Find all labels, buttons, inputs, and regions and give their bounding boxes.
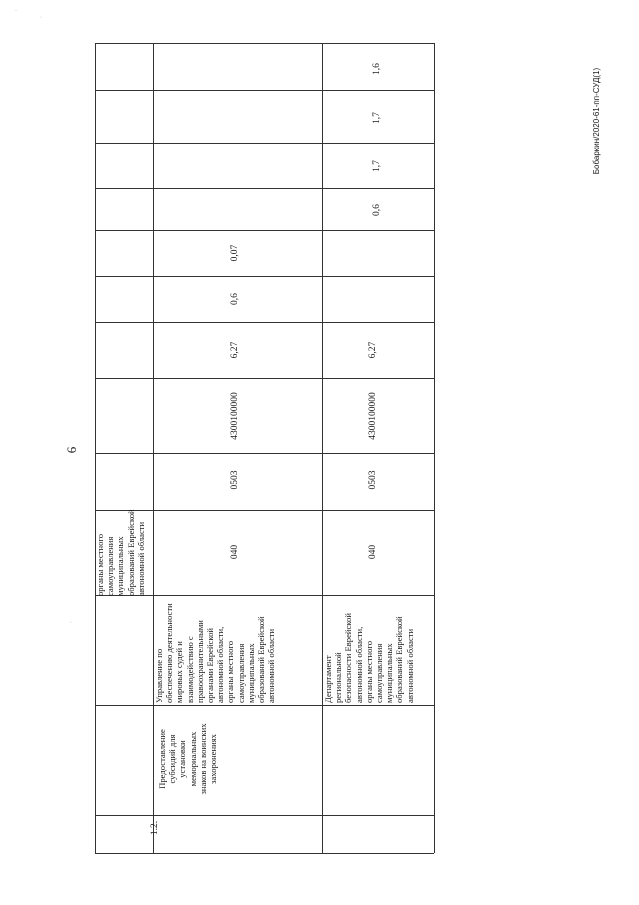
prev-executor-text: органы местного самоуправления муниципальных образований Еврейской автономной области [95, 509, 146, 596]
row-divider [95, 378, 434, 379]
grbs-value-2: 040 [368, 544, 378, 560]
rzpr-value-2: 0503 [368, 470, 378, 490]
year4-value-2: 1,7 [372, 160, 382, 172]
col-divider [322, 43, 323, 853]
col-divider [153, 43, 154, 853]
year6-value-2: 1,6 [372, 63, 382, 75]
item-number: 1.2. [150, 820, 160, 836]
total-value-2: 6,27 [368, 341, 378, 359]
row-divider [95, 815, 434, 816]
scan-mark: · [70, 620, 72, 626]
executor-text-2: Департамент региональной безопасности Еврейской автономной области, органы местного самоуправления муниципальных образований Еврейской автономной области [323, 613, 415, 703]
year1-value-1: 0,6 [230, 293, 240, 305]
row-divider [95, 143, 434, 144]
csr-value-2: 4300100000 [368, 392, 378, 440]
executor-text-1: Управление по обеспечению деятельности мировых судей и взаимодействию с правоохранительными органами Еврейской автономной области, органы местного самоуправления муниципальных образований Еврейской автономной области [154, 603, 277, 703]
year5-value-2: 1,7 [372, 112, 382, 124]
row-divider [95, 322, 434, 323]
row-divider [95, 90, 434, 91]
row-divider [95, 230, 434, 231]
measure-name: Предоставление субсидий для установки мемориальных знаков на воинских захоронениях [157, 723, 219, 795]
row-divider [95, 276, 434, 277]
grbs-value-1: 040 [230, 544, 240, 560]
page-number: 6 [64, 446, 79, 454]
year2-value-1: 0,07 [230, 244, 240, 262]
scan-mark: · [40, 15, 42, 21]
row-divider [95, 705, 434, 706]
year3-value-2: 0,6 [372, 204, 382, 216]
csr-value-1: 4300100000 [230, 392, 240, 440]
row-divider [95, 188, 434, 189]
row-divider [95, 453, 434, 454]
scan-mark: · [15, 8, 17, 14]
total-value-1: 6,27 [230, 341, 240, 359]
document-code: Бобаркин/2020-61-пп-СУД(1) [592, 67, 601, 175]
rzpr-value-1: 0503 [230, 470, 240, 490]
table-border-bottom [95, 853, 434, 854]
table-border-top [95, 43, 434, 44]
table-border-right [434, 43, 435, 853]
table-border-left [95, 43, 96, 853]
